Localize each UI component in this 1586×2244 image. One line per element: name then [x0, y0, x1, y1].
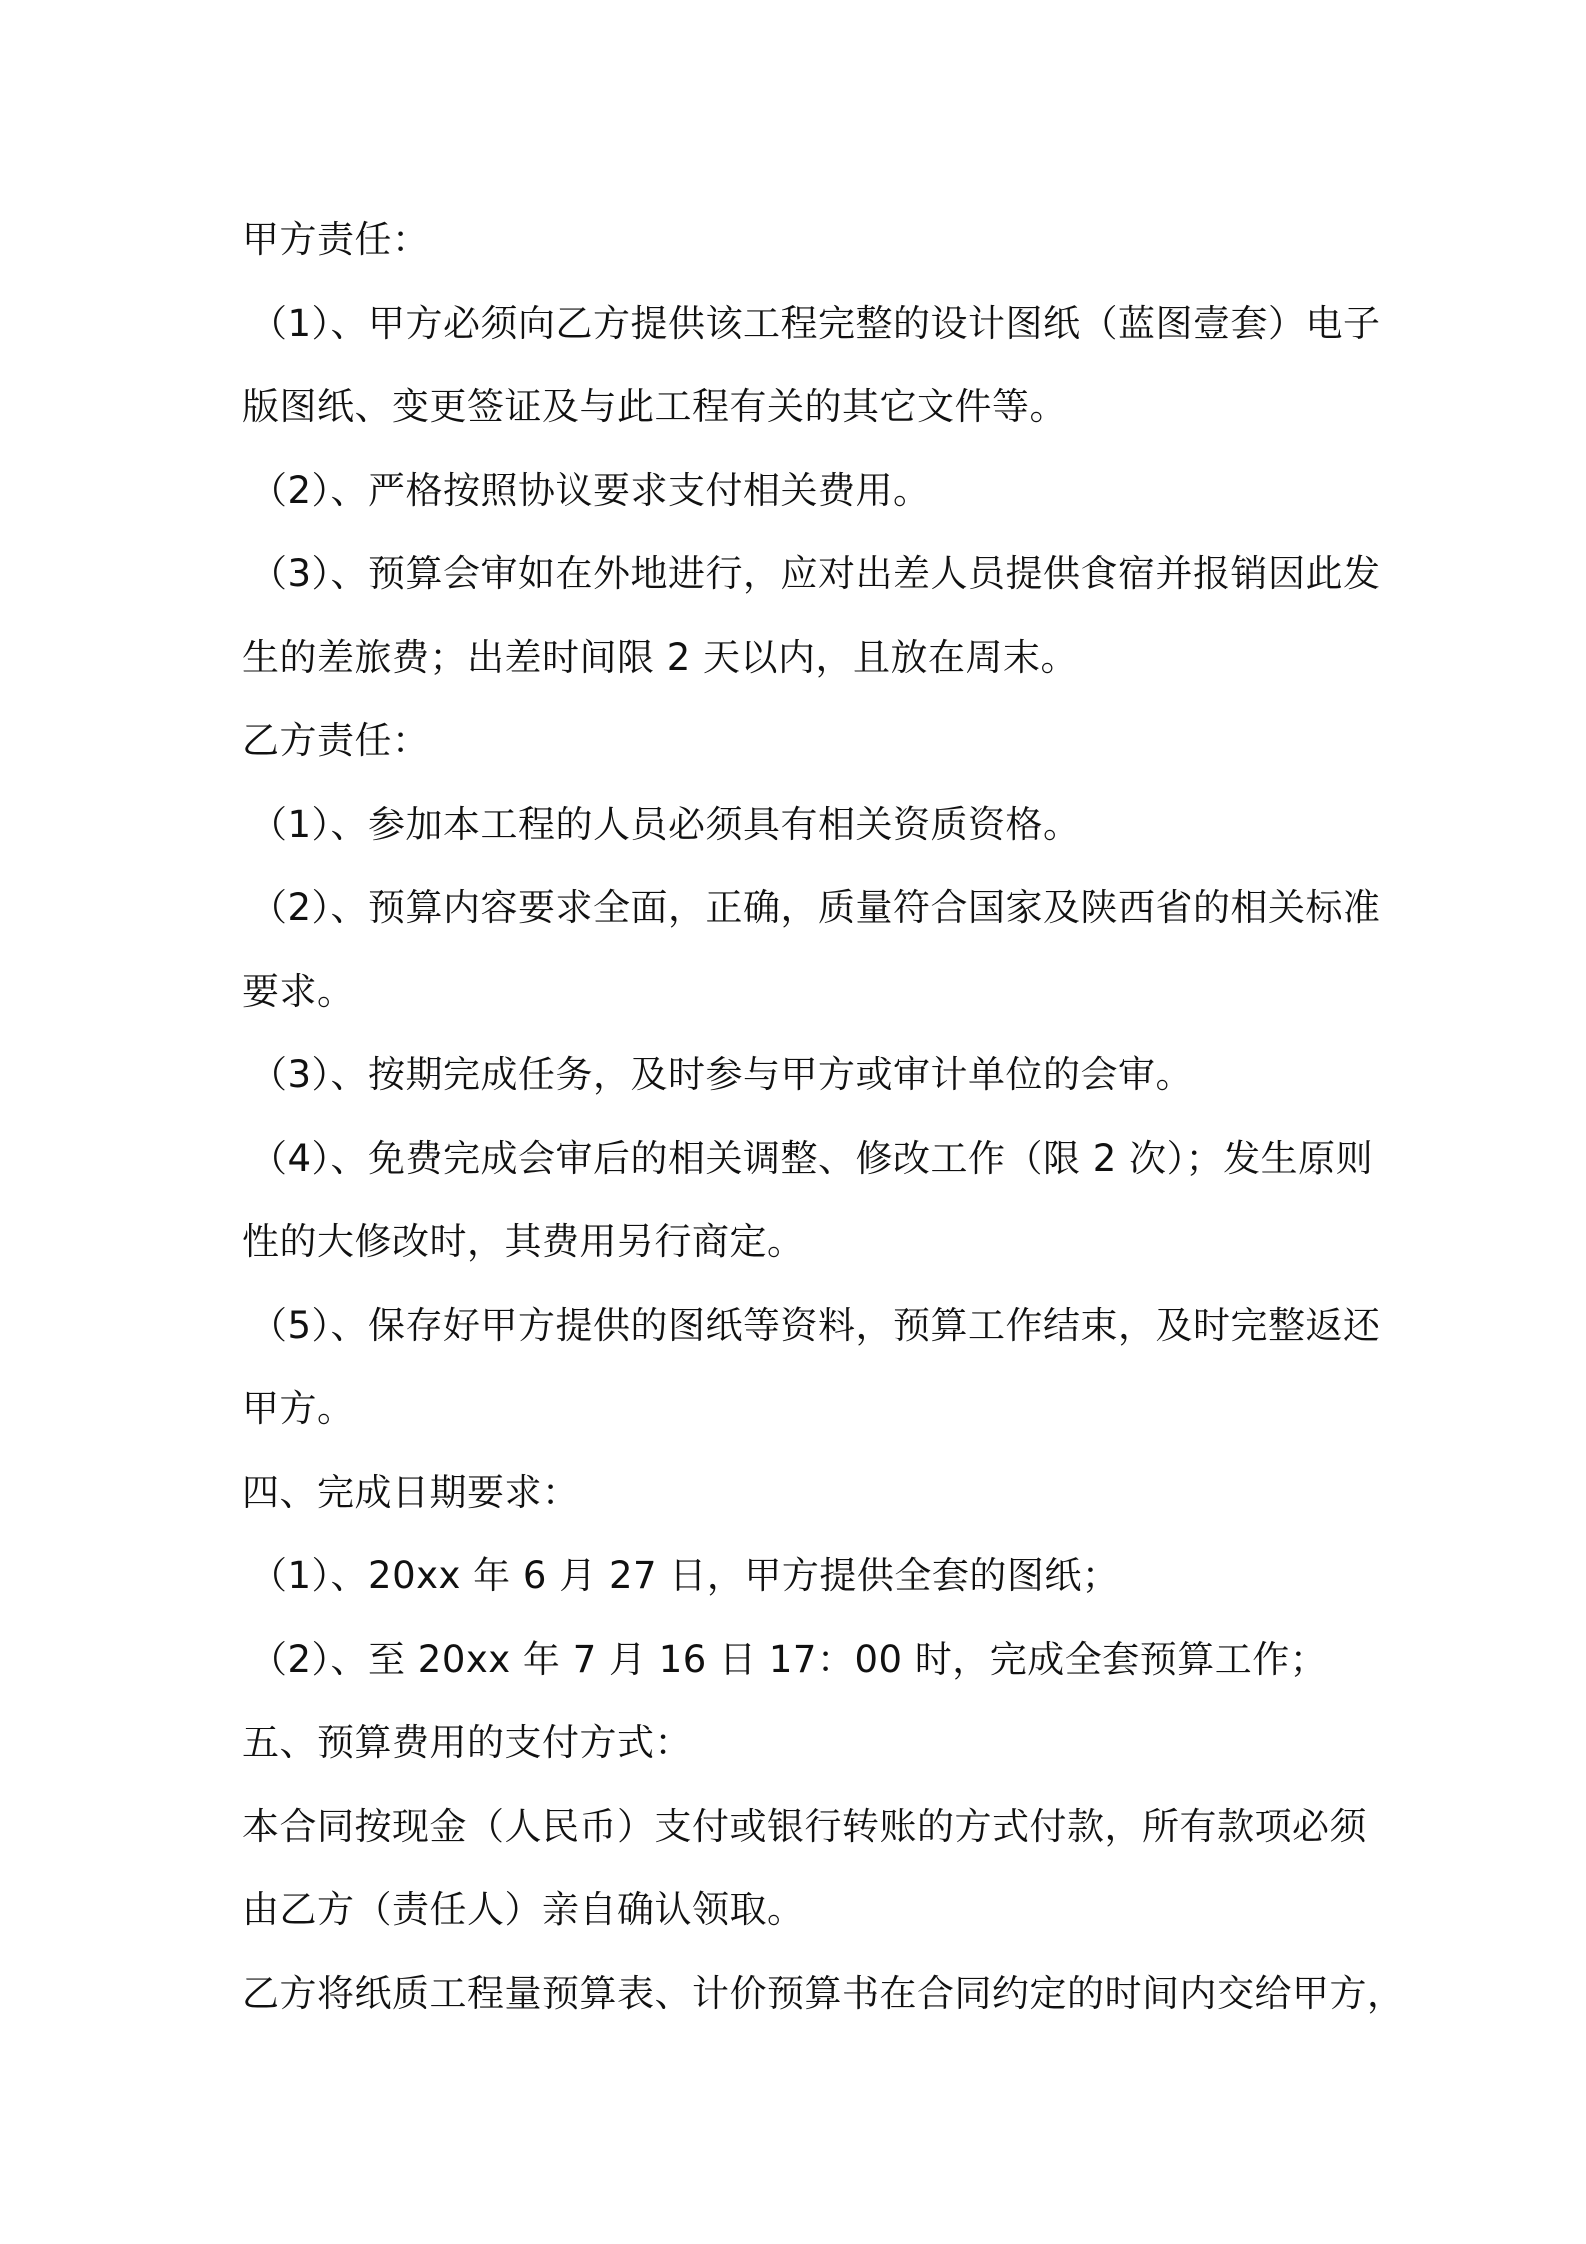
heading-payment-method: 五、预算费用的支付方式： [242, 1721, 692, 1764]
heading-completion-dates: 四、完成日期要求： [242, 1470, 580, 1514]
party-a-item-3-line-1: （3）、预算会审如在外地进行，应对出差人员提供食宿并报销因此发 [250, 552, 1381, 595]
heading-party-b-duties: 乙方责任： [242, 719, 430, 762]
heading-party-a-duties: 甲方责任： [242, 218, 430, 261]
party-b-item-1: （1）、参加本工程的人员必须具有相关资质资格。 [250, 802, 1081, 846]
completion-item-2: （2）、至 20xx 年 7 月 16 日 17：00 时，完成全套预算工作； [250, 1637, 1328, 1681]
party-b-item-2-line-1: （2）、预算内容要求全面，正确，质量符合国家及陕西省的相关标准 [250, 886, 1381, 929]
payment-paragraph-2-line-1: 乙方将纸质工程量预算表、计价预算书在合同约定的时间内交给甲方， [242, 1971, 1405, 2015]
party-a-item-3-line-2: 生的差旅费；出差时间限 2 天以内，且放在周末。 [242, 635, 1079, 679]
payment-paragraph-1-line-1: 本合同按现金（人民币）支付或银行转账的方式付款，所有款项必须 [242, 1804, 1367, 1848]
party-a-item-1-line-2: 版图纸、变更签证及与此工程有关的其它文件等。 [242, 385, 1067, 428]
party-b-item-5-line-1: （5）、保存好甲方提供的图纸等资料，预算工作结束，及时完整返还 [250, 1303, 1381, 1347]
party-b-item-5-line-2: 甲方。 [242, 1387, 355, 1430]
party-a-item-1-line-1: （1）、甲方必须向乙方提供该工程完整的设计图纸（蓝图壹套）电子 [250, 301, 1381, 345]
party-a-item-2: （2）、严格按照协议要求支付相关费用。 [250, 468, 931, 512]
party-b-item-4-line-2: 性的大修改时，其费用另行商定。 [242, 1220, 805, 1263]
payment-paragraph-1-line-2: 由乙方（责任人）亲自确认领取。 [242, 1888, 805, 1931]
completion-item-1: （1）、20xx 年 6 月 27 日，甲方提供全套的图纸； [250, 1554, 1120, 1597]
party-b-item-4-line-1: （4）、免费完成会审后的相关调整、修改工作（限 2 次）；发生原则 [250, 1136, 1374, 1180]
document-body [242, 198, 1405, 2035]
party-b-item-2-line-2: 要求。 [242, 969, 355, 1013]
party-b-item-3: （3）、按期完成任务，及时参与甲方或审计单位的会审。 [250, 1053, 1194, 1096]
